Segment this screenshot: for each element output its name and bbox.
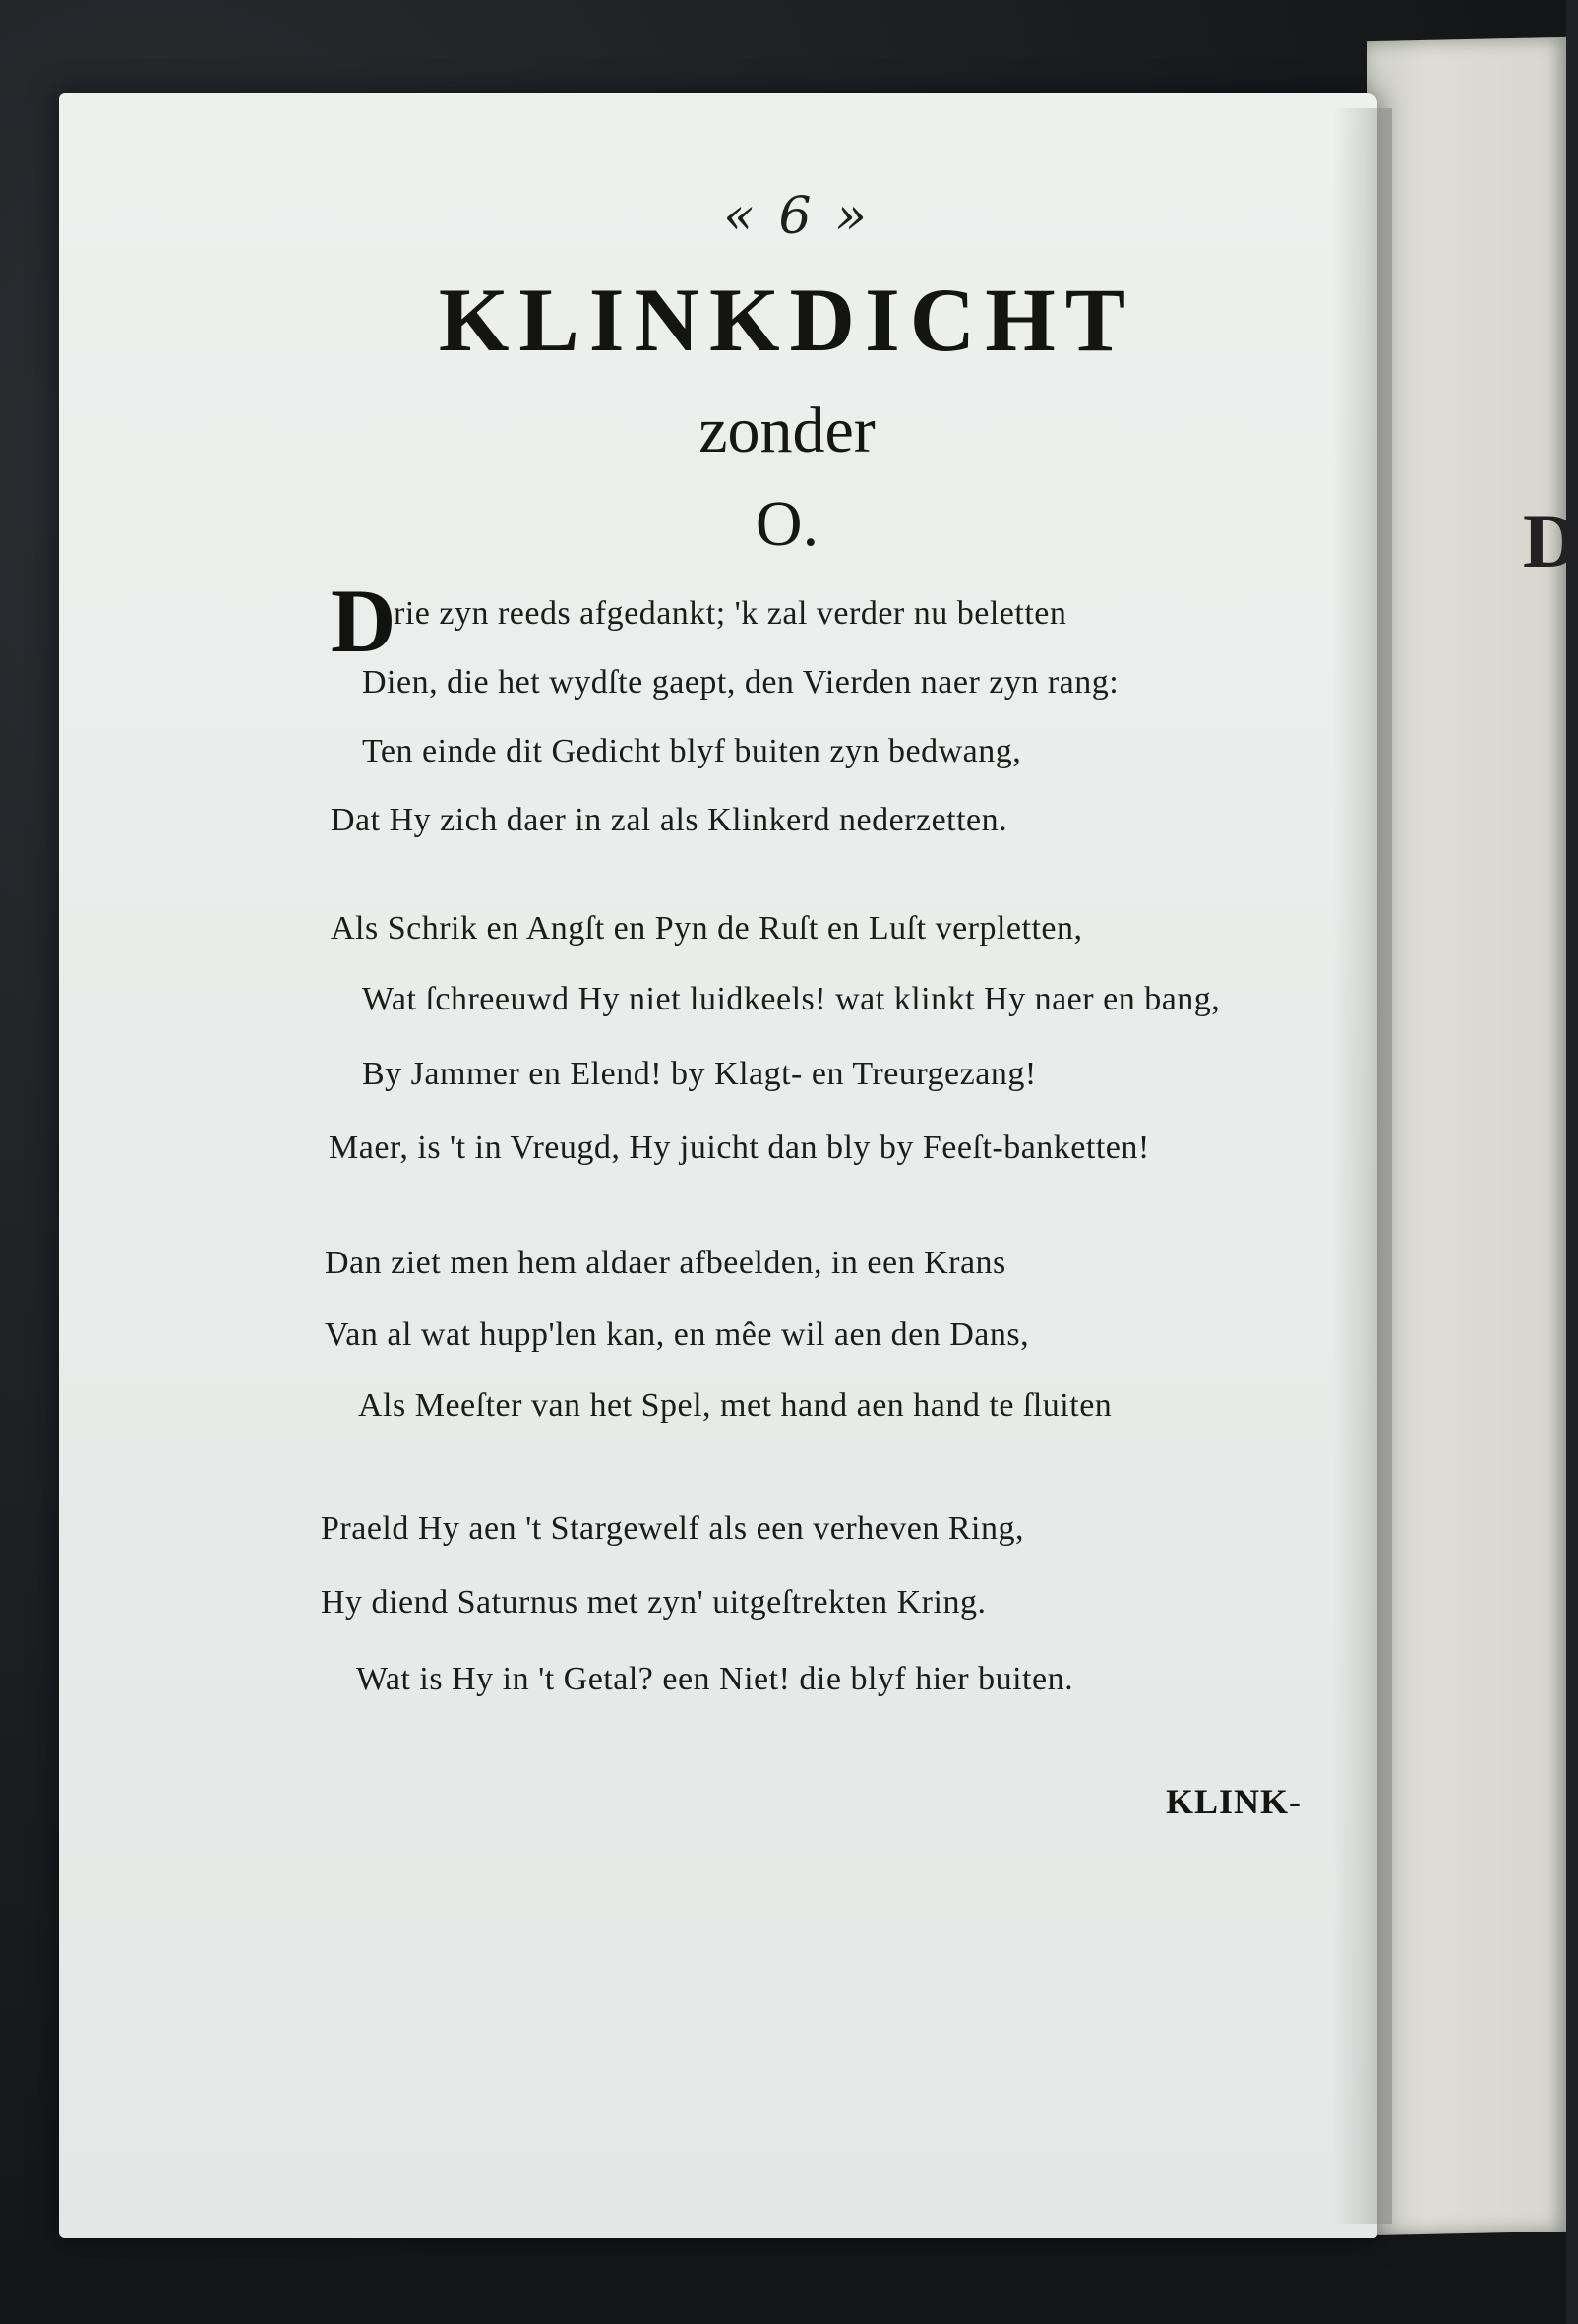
poem-subtitle-letter: O. xyxy=(755,488,819,560)
poem-line: Als Meeſter van het Spel, met hand aen hand te ſluiten xyxy=(358,1387,1113,1424)
poem-line: Wat ſchreeuwd Hy niet luidkeels! wat klinkt Hy naer en bang, xyxy=(362,981,1221,1017)
poem-line: Praeld Hy aen 't Stargewelf als een verheven Ring, xyxy=(321,1510,1024,1547)
poem-subtitle: zonder xyxy=(698,395,876,466)
poem-title: KLINKDICHT xyxy=(438,270,1136,370)
page-number-open-mark: « xyxy=(723,187,759,246)
poem-line: Ten einde dit Gedicht blyf buiten zyn bedwang, xyxy=(362,733,1022,769)
facing-page xyxy=(1367,37,1566,2235)
poem-line: Van al wat hupp'len kan, en mêe wil aen den Dans, xyxy=(325,1316,1030,1353)
catchword: KLINK- xyxy=(1166,1782,1303,1821)
page-number-value: 6 xyxy=(778,187,816,246)
poem-line: Maer, is 't in Vreugd, Hy juicht dan bly by Feeſt-banketten! xyxy=(329,1130,1150,1166)
drop-cap: D xyxy=(331,571,396,671)
page-edge xyxy=(1333,108,1392,2224)
poem-line: Dat Hy zich daer in zal als Klinkerd nederzetten. xyxy=(331,802,1008,838)
page-number-close-mark: » xyxy=(835,187,871,246)
poem-line: rie zyn reeds afgedankt; 'k zal verder nu beletten xyxy=(394,595,1067,632)
poem-line: Als Schrik en Angſt en Pyn de Ruſt en Luſt verpletten, xyxy=(331,910,1083,947)
poem-line: Hy diend Saturnus met zyn' uitgeſtrekten Kring. xyxy=(321,1584,987,1621)
page-number xyxy=(708,187,885,246)
poem-line: Dien, die het wydſte gaept, den Vierden naer zyn rang: xyxy=(362,664,1120,701)
poem-line: Wat is Hy in 't Getal? een Niet! die blyf hier buiten. xyxy=(356,1661,1074,1697)
facing-page-initial: D xyxy=(1523,498,1578,583)
poem-line: Dan ziet men hem aldaer afbeelden, in een Krans xyxy=(325,1245,1006,1281)
poem-line: By Jammer en Elend! by Klagt- en Treurgezang! xyxy=(362,1056,1037,1092)
